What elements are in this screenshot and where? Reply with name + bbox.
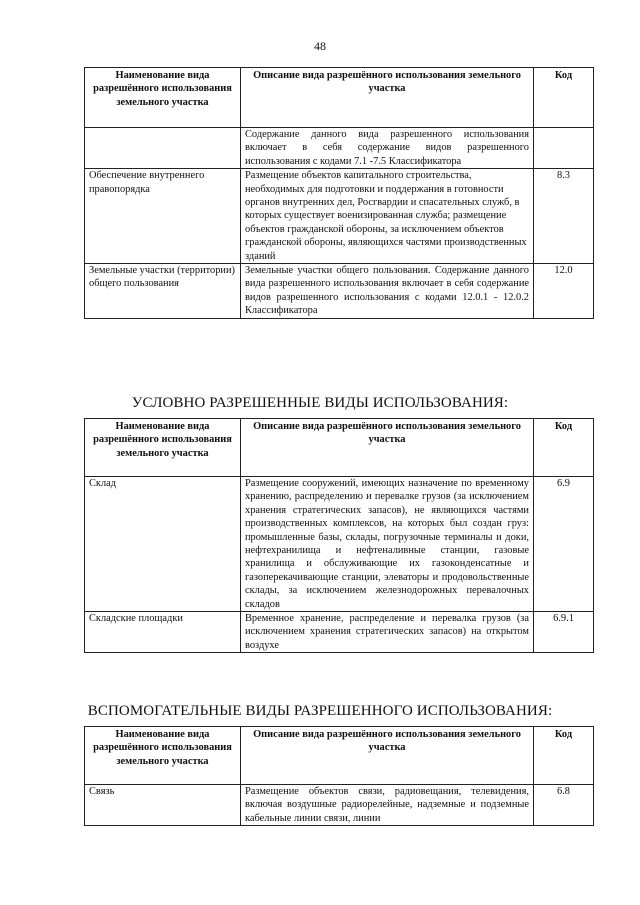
header-code: Код xyxy=(534,419,594,477)
row-code: 8.3 xyxy=(534,169,594,264)
row-code: 12.0 xyxy=(534,264,594,319)
conditional-uses-title: УСЛОВНО РАЗРЕШЕННЫЕ ВИДЫ ИСПОЛЬЗОВАНИЯ: xyxy=(131,395,509,411)
header-name: Наименование вида разрешённого использования земельного участка xyxy=(85,68,241,128)
header-description: Описание вида разрешённого использования земельного участка xyxy=(241,68,534,128)
row-name: Земельные участки (территории) общего пользования xyxy=(85,264,241,319)
table-row xyxy=(85,169,594,264)
header-code: Код xyxy=(534,68,594,128)
header-name: Наименование вида разрешённого использования земельного участка xyxy=(85,727,241,785)
header-code: Код xyxy=(534,727,594,785)
row-description: Земельные участки общего пользования. Содержание данного вида разрешенного использования включает в себя содержание видов разрешенного использования с кодами 12.0.1 - 12.0.2 Классификатора xyxy=(241,264,534,319)
row-description: Размещение сооружений, имеющих назначение по временному хранению, распределению и перевалке грузов (за исключением хранения стратегических запасов), не являющихся частями производственных комплексов, на которых был создан груз: промышленные базы, склады, погрузочные терминалы и доки, нефтехранилища и нефтеналивные станции, газовые хранилища и обслуживающие их газоконденсатные и газоперекачивающие станции, элеваторы и продовольственные склады, за исключением железнодорожных перевалочных складов xyxy=(241,477,534,612)
table-row xyxy=(85,785,594,826)
row-description: Временное хранение, распределение и перевалка грузов (за исключением хранения стратегических запасов) на открытом воздухе xyxy=(241,612,534,653)
table-row xyxy=(85,612,594,653)
conditional-uses-table xyxy=(84,418,594,653)
table-header-row xyxy=(85,419,594,477)
page-number: 48 xyxy=(314,39,326,53)
table-header-row xyxy=(85,727,594,785)
row-code: 6.9.1 xyxy=(534,612,594,653)
table-header-row xyxy=(85,68,594,128)
table-row xyxy=(85,128,594,169)
row-name: Склад xyxy=(85,477,241,612)
auxiliary-uses-table xyxy=(84,726,594,826)
table-row xyxy=(85,264,594,319)
row-code: 6.8 xyxy=(534,785,594,826)
row-code: 6.9 xyxy=(534,477,594,612)
row-name xyxy=(85,128,241,169)
row-name: Обеспечение внутреннего правопорядка xyxy=(85,169,241,264)
header-name: Наименование вида разрешённого использования земельного участка xyxy=(85,419,241,477)
row-description: Содержание данного вида разрешенного использования включает в себя содержание видов разрешенного использования с кодами 7.1 -7.5 Классификатора xyxy=(241,128,534,169)
row-description: Размещение объектов связи, радиовещания, телевидения, включая воздушные радиорелейные, надземные и подземные кабельные линии связи, линии xyxy=(241,785,534,826)
header-description: Описание вида разрешённого использования земельного участка xyxy=(241,727,534,785)
row-name: Складские площадки xyxy=(85,612,241,653)
permitted-uses-table xyxy=(84,67,594,319)
header-description: Описание вида разрешённого использования земельного участка xyxy=(241,419,534,477)
row-code xyxy=(534,128,594,169)
auxiliary-uses-title: ВСПОМОГАТЕЛЬНЫЕ ВИДЫ РАЗРЕШЕННОГО ИСПОЛЬЗОВАНИЯ: xyxy=(87,703,553,719)
table-row xyxy=(85,477,594,612)
row-name: Связь xyxy=(85,785,241,826)
row-description: Размещение объектов капитального строительства, необходимых для подготовки и поддержания в готовности органов внутренних дел, Росгвардии и спасательных служб, в которых существует военизированная служба; размещение объектов гражданской обороны, за исключением объектов гражданской обороны, являющихся частями производственных зданий xyxy=(241,169,534,264)
